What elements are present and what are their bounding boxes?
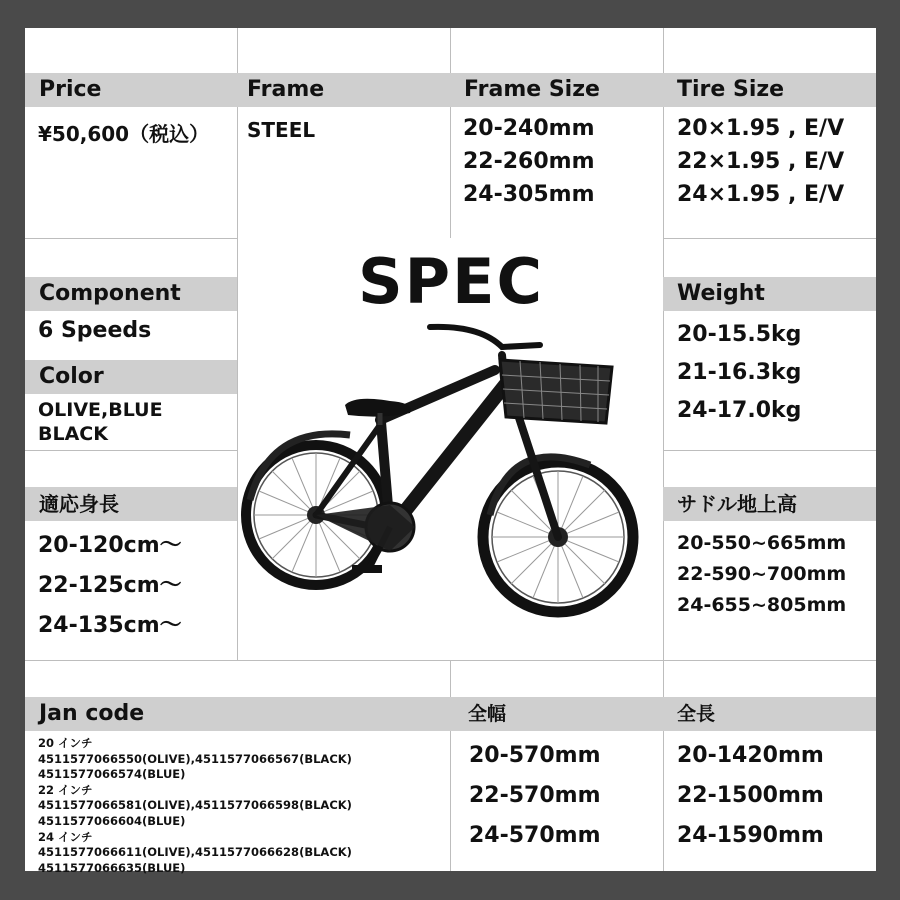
grid-line	[237, 28, 238, 660]
jan-code-list	[38, 736, 352, 876]
jan-code-label: Jan code	[25, 697, 450, 731]
width-20: 20-570mm	[469, 743, 601, 768]
weight-20: 20-15.5kg	[677, 322, 802, 347]
grid-line	[25, 450, 237, 451]
frame-size-22: 22-260mm	[463, 149, 595, 174]
height-24: 24-135cm〜	[38, 613, 182, 638]
price-label: Price	[25, 73, 237, 107]
weight-values	[677, 316, 801, 430]
jan-line: 4511577066604(BLUE)	[38, 813, 186, 828]
component-label: Component	[25, 277, 237, 311]
grid-line	[663, 238, 876, 239]
tire-size-22: 22×1.95 , E/V	[677, 149, 845, 174]
length-values	[677, 736, 824, 856]
jan-line: 24 インチ	[38, 829, 93, 844]
front-basket	[500, 360, 612, 423]
frame-size-values	[463, 112, 595, 211]
grid-line	[450, 28, 451, 238]
frame-value: STEEL	[247, 118, 316, 142]
length-22: 22-1500mm	[677, 783, 824, 808]
color-label: Color	[25, 360, 237, 394]
jan-line: 4511577066581(OLIVE),4511577066598(BLACK)	[38, 798, 352, 813]
tire-size-24: 24×1.95 , E/V	[677, 182, 845, 207]
jan-line: 22 インチ	[38, 782, 93, 797]
grid-line	[25, 238, 237, 239]
weight-label: Weight	[663, 277, 876, 311]
weight-21: 21-16.3kg	[677, 360, 802, 385]
weight-24: 24-17.0kg	[677, 398, 802, 423]
frame-label: Frame	[237, 73, 450, 107]
grid-line	[25, 660, 876, 661]
grid-line	[663, 660, 664, 871]
saddle-22: 22-590~700mm	[677, 563, 847, 585]
tire-size-label: Tire Size	[663, 73, 876, 107]
width-22: 22-570mm	[469, 783, 601, 808]
color-line-1: OLIVE,BLUE	[38, 399, 163, 421]
jan-line: 20 インチ	[38, 736, 93, 750]
height-values	[38, 526, 182, 646]
length-24: 24-1590mm	[677, 823, 824, 848]
color-line-2: BLACK	[38, 423, 108, 445]
saddle-20: 20-550~665mm	[677, 532, 847, 554]
bicycle-photo	[240, 315, 660, 645]
height-22: 22-125cm〜	[38, 573, 182, 598]
length-20: 20-1420mm	[677, 743, 824, 768]
component-value: 6 Speeds	[38, 318, 152, 343]
jan-line: 4511577066635(BLUE)	[38, 860, 186, 875]
handlebar	[430, 327, 540, 347]
frame-size-20: 20-240mm	[463, 116, 595, 141]
grid-line	[663, 450, 876, 451]
width-24: 24-570mm	[469, 823, 601, 848]
grid-line	[450, 660, 451, 871]
saddle-values	[677, 528, 846, 621]
saddle-label: サドル地上高	[663, 487, 876, 521]
price-value: ¥50,600（税込）	[38, 122, 210, 146]
color-values	[38, 398, 163, 446]
jan-line: 4511577066574(BLUE)	[38, 767, 186, 782]
frame-size-24: 24-305mm	[463, 182, 595, 207]
pedal	[352, 565, 382, 573]
tire-size-20: 20×1.95 , E/V	[677, 116, 845, 141]
width-values	[469, 736, 601, 856]
jan-line: 4511577066550(OLIVE),4511577066567(BLACK)	[38, 751, 352, 766]
height-label: 適応身長	[25, 487, 237, 521]
height-20: 20-120cm〜	[38, 533, 182, 558]
tire-size-values	[677, 112, 844, 211]
spec-title: SPEC	[358, 245, 544, 318]
saddle-24: 24-655~805mm	[677, 594, 847, 616]
frame-size-label: Frame Size	[450, 73, 663, 107]
length-label: 全長	[663, 697, 876, 731]
jan-line: 4511577066611(OLIVE),4511577066628(BLACK)	[38, 845, 352, 860]
grid-line	[663, 28, 664, 660]
width-label: 全幅	[450, 697, 663, 731]
